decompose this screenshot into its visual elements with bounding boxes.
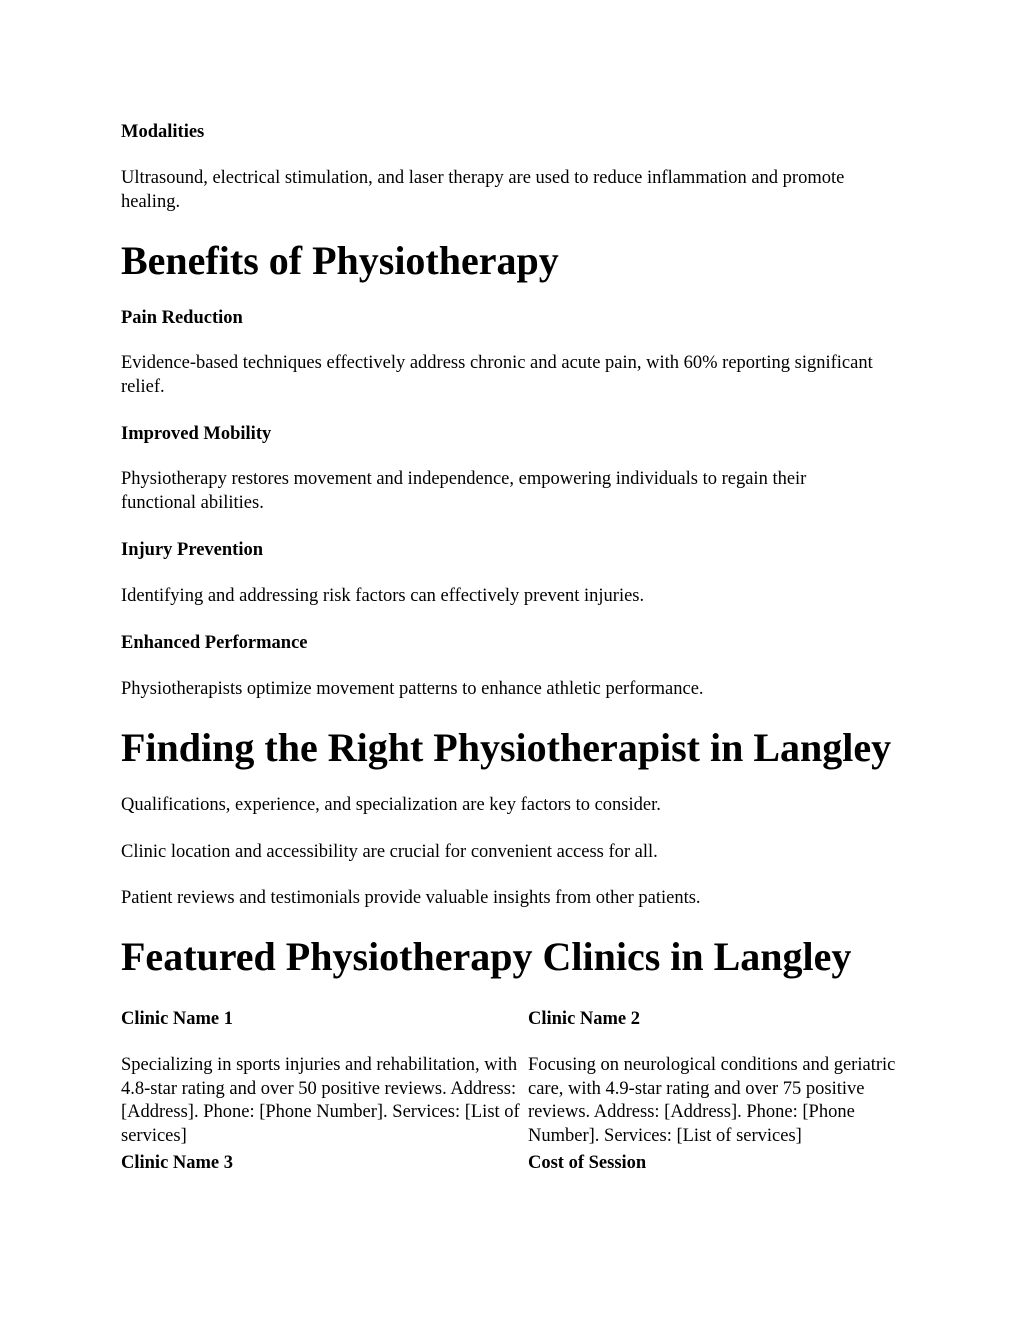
modalities-text: Ultrasound, electrical stimulation, and laser therapy are used to reduce inflammation and promote healing. [121,168,845,212]
finding-title: Finding the Right Physiotherapist in Langley [121,725,892,770]
benefit-text-pain-reduction: Evidence-based techniques effectively address chronic and acute pain, with 60% reporting significant relief. [121,353,873,397]
benefits-title: Benefits of Physiotherapy [121,238,559,283]
benefit-heading-pain-reduction: Pain Reduction [121,308,243,328]
benefit-heading-injury-prevention: Injury Prevention [121,540,264,560]
featured-title: Featured Physiotherapy Clinics in Langley [121,934,852,979]
clinic-name-3: Clinic Name 3 [121,1153,234,1173]
finding-paragraph-3: Patient reviews and testimonials provide valuable insights from other patients. [121,888,701,908]
modalities-heading: Modalities [121,122,205,142]
clinic-name-2: Clinic Name 2 [528,1009,641,1029]
clinic-name-1: Clinic Name 1 [121,1009,234,1029]
finding-paragraph-1: Qualifications, experience, and specialization are key factors to consider. [121,795,661,815]
benefit-heading-enhanced-performance: Enhanced Performance [121,633,308,653]
clinic-card-1 [121,1008,521,1148]
benefit-heading-improved-mobility: Improved Mobility [121,424,272,444]
clinic-text-1: Specializing in sports injuries and rehabilitation, with 4.8-star rating and over 50 positive reviews. Address: [Address]. Phone: [Phone Number]. Services: [List of services] [121,1055,520,1146]
finding-paragraph-2: Clinic location and accessibility are crucial for convenient access for all. [121,842,658,862]
cost-of-session-heading: Cost of Session [528,1153,647,1173]
benefit-text-injury-prevention: Identifying and addressing risk factors can effectively prevent injuries. [121,586,645,606]
benefit-text-enhanced-performance: Physiotherapists optimize movement patterns to enhance athletic performance. [121,679,704,699]
clinic-text-2: Focusing on neurological conditions and geriatric care, with 4.9-star rating and over 75 positive reviews. Address: [Address]. Phone: [Phone Number]. Services: [List of services] [528,1055,896,1146]
clinic-card-2 [528,1008,928,1148]
benefit-text-improved-mobility: Physiotherapy restores movement and independence, empowering individuals to regain their functional abilities. [121,469,807,513]
